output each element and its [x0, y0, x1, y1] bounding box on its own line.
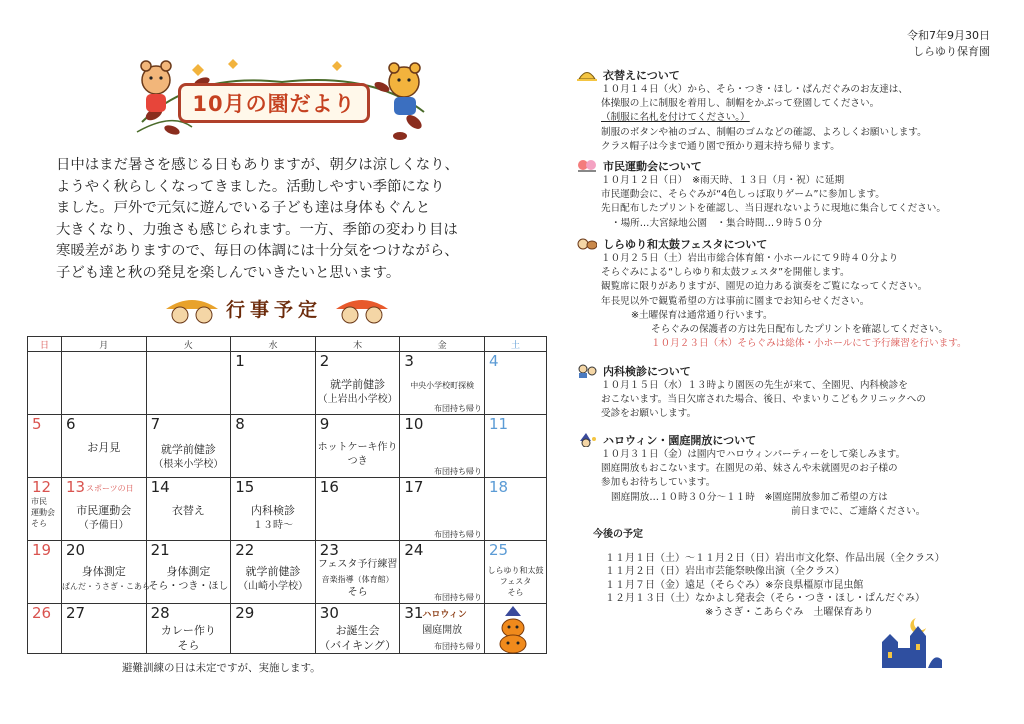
section-title: 市民運動会について — [603, 160, 702, 173]
event-text: 衣替え — [171, 504, 205, 517]
calendar-day — [62, 415, 147, 478]
event-text: お月見 — [87, 441, 121, 454]
weekday-thu: 木 — [315, 337, 400, 352]
calendar-day — [231, 478, 316, 541]
intro-line: 寒暖差がありますので、毎日の体調には十分気をつけながら、 — [56, 243, 459, 259]
calendar-day — [231, 415, 316, 478]
day-number: 30 — [319, 604, 339, 622]
day-number: 26 — [32, 604, 52, 622]
calendar-day — [485, 541, 547, 604]
section-title: しらゆり和太鼓フェスタについて — [603, 238, 768, 251]
calendar-footnote: 避難訓練の日は未定ですが、実施します。 — [122, 662, 321, 674]
calendar-day — [485, 415, 547, 478]
calendar-empty-cell — [62, 352, 147, 415]
section-line: クラス帽子は今まで通り園で預かり週末持ち帰ります。 — [601, 140, 840, 152]
witch-icon — [577, 433, 597, 447]
event-text: １３時～ — [252, 520, 293, 531]
event-text: そら — [507, 588, 524, 597]
calendar-day — [315, 415, 400, 478]
future-item: １１月２日（日）岩出市芸能祭映像出演（全クラス） — [605, 566, 845, 578]
section-title: ハロウィン・園庭開放について — [603, 434, 757, 447]
event-text: （根来小学校） — [153, 459, 224, 470]
section-line: 年長児以外で観覧希望の方は事前に園までお知らせください。 — [601, 295, 870, 307]
day-number: 10 — [404, 415, 424, 433]
section-line: 体操服の上に制服を着用し、制帽をかぶって登園してください。 — [601, 98, 880, 110]
weekday-header-row — [28, 337, 547, 352]
day-number: 8 — [235, 415, 245, 433]
section-line: そらぐみによる“しらゆり和太鼓フェスタ”を開催します。 — [601, 267, 850, 279]
section-line: 受診をお願いします。 — [601, 408, 697, 420]
calendar-day — [400, 478, 485, 541]
event-text: そら・つき・ほし — [148, 581, 229, 592]
weekday-tue: 火 — [146, 337, 231, 352]
future-schedule — [593, 528, 945, 620]
section-line: １０月１２日（日） ※雨天時、１３日（月・祝）に延期 — [601, 175, 845, 186]
event-text: 身体測定 — [166, 565, 211, 578]
issue-header — [907, 28, 990, 60]
calendar-week — [28, 415, 547, 478]
title-box — [178, 83, 370, 123]
day-number: 27 — [66, 604, 86, 622]
calendar-day — [400, 415, 485, 478]
event-text: そら — [177, 639, 200, 652]
section-line: １０月１４日（火）から、そら・つき・ほし・ぱんだぐみのお友達は、 — [601, 84, 908, 95]
calendar-day — [485, 352, 547, 415]
intro-line: ました。戸外で元気に遊んでいる子ども達は身体もぐんと — [56, 200, 431, 216]
event-text: 就学前健診 — [245, 565, 301, 578]
section-naika — [577, 363, 997, 422]
intro-line: 大きくなり、力強さも感じられます。一方、季節の変わり目は — [56, 221, 458, 238]
day-number: 22 — [235, 541, 255, 559]
section-line: おこないます。当日欠席された場合、後日、やまいりこどもクリニックへの — [601, 394, 926, 406]
event-text: つき — [347, 456, 368, 467]
day-number: 4 — [489, 352, 499, 370]
section-line: ・場所…大宮緑地公園 ・集合時間…９時５０分 — [611, 217, 823, 229]
future-item: １１月１日（土）～１１月２日（日）岩出市文化祭、作品出展（全クラス） — [605, 552, 945, 564]
calendar-day — [146, 415, 231, 478]
day-number: 16 — [319, 478, 339, 496]
halloween-tag: ハロウィン — [422, 610, 467, 620]
schedule-heading — [162, 289, 392, 329]
section-line: １０月３１日（金）は園内でハロウィンパーティーをして楽しみます。 — [601, 449, 906, 460]
calendar-day — [315, 352, 400, 415]
calendar-day — [400, 352, 485, 415]
day-number: 14 — [150, 478, 170, 496]
calendar-day — [146, 541, 231, 604]
weekday-wed: 水 — [231, 337, 316, 352]
day-number: 15 — [235, 478, 255, 496]
calendar-day — [146, 604, 231, 654]
newsletter-title: 10月の園だより — [192, 92, 356, 116]
event-text: しらゆり和太鼓 — [487, 566, 544, 575]
castle-moon-icon — [876, 612, 946, 668]
race-icon — [577, 159, 597, 173]
intro-line: 日中はまだ暑さを感じる日もありますが、朝夕は涼しくなり、 — [56, 157, 459, 173]
calendar-day — [231, 604, 316, 654]
event-text: 就学前健診 — [160, 443, 216, 456]
section-undoukai — [577, 158, 997, 231]
section-line: １０月２３日（木）そらぐみは総体・小ホールにて予行練習を行います。 — [651, 338, 967, 350]
event-text: 中央小学校町探検 — [410, 381, 475, 390]
event-text: 音楽指導（体育館） — [321, 575, 394, 584]
day-number: 19 — [32, 541, 52, 559]
weekday-sat: 土 — [485, 337, 547, 352]
day-number: 6 — [66, 415, 76, 433]
hard-hat-icon — [577, 68, 597, 82]
event-text: そら — [31, 519, 47, 528]
day-number: 7 — [150, 415, 161, 433]
day-number: 25 — [489, 541, 509, 559]
section-line: １０月１５日（水）１３時より園医の先生が来て、全園児、内科検診を — [601, 380, 908, 391]
calendar-day — [231, 541, 316, 604]
event-text: （山崎小学校） — [237, 581, 308, 592]
section-line: ※土曜保育は通常通り行います。 — [631, 309, 773, 321]
event-text: 布団持ち帰り — [434, 530, 482, 539]
section-koromogae — [577, 67, 997, 154]
weekday-mon: 月 — [62, 337, 147, 352]
school-name: しらゆり保育園 — [913, 45, 990, 58]
calendar-day — [485, 478, 547, 541]
day-number: 29 — [235, 604, 255, 622]
calendar-day — [28, 604, 62, 654]
event-text: （バイキング） — [319, 639, 397, 652]
calendar-day — [315, 541, 400, 604]
section-line: そらぐみの保護者の方は先日配布したプリントを確認してください。 — [651, 324, 949, 336]
calendar-week — [28, 604, 547, 654]
calendar-day — [315, 478, 400, 541]
calendar-day — [62, 604, 147, 654]
event-text: 布団持ち帰り — [434, 642, 482, 651]
october-calendar — [27, 336, 547, 654]
future-item: １２月１３日（土）なかよし発表会（そら・つき・ほし・ぱんだぐみ） — [605, 593, 925, 605]
day-number: 28 — [150, 604, 170, 622]
event-text: 園庭開放 — [422, 625, 463, 636]
section-line: 制服のボタンや袖のゴム、制帽のゴムなどの確認、よろしくお願いします。 — [601, 126, 927, 138]
day-number: 2 — [319, 352, 330, 370]
calendar-day — [28, 415, 62, 478]
future-title: 今後の予定 — [593, 529, 643, 540]
event-text: ぱんだ・うさぎ・こあら — [62, 582, 150, 591]
day-number: 1 — [235, 352, 245, 370]
calendar-day — [28, 478, 62, 541]
event-text: 運動会 — [31, 508, 55, 517]
section-taiko — [577, 236, 997, 351]
calendar-day — [485, 604, 547, 654]
section-line: 観覧席に限りがありますが、園児の迫力ある演奏をご覧になってください。 — [601, 281, 928, 293]
calendar-day — [400, 604, 485, 654]
event-text: 就学前健診 — [330, 378, 386, 391]
future-item: １１月７日（金）遠足（そらぐみ）※奈良県橿原市昆虫館 — [605, 579, 864, 591]
calendar-day — [62, 541, 150, 604]
event-text: 布団持ち帰り — [434, 404, 482, 413]
schedule-title: 行事予定 — [226, 299, 323, 321]
calendar-week — [28, 352, 547, 415]
day-number: 12 — [32, 478, 52, 496]
event-text: 布団持ち帰り — [434, 593, 482, 602]
event-text: 身体測定 — [81, 565, 126, 578]
day-number: 5 — [32, 415, 42, 433]
calendar-day — [231, 352, 316, 415]
calendar-day — [315, 604, 400, 654]
intro-line: ようやく秋らしくなってきました。活動しやすい季節になり — [56, 178, 445, 195]
section-title: 内科検診について — [603, 365, 691, 378]
day-number: 21 — [150, 541, 170, 559]
weekday-sun: 日 — [28, 337, 62, 352]
event-text: そら — [347, 587, 368, 598]
day-number: 24 — [404, 541, 424, 559]
day-number: 9 — [319, 415, 330, 433]
day-number: 11 — [489, 415, 509, 433]
calendar-empty-cell — [28, 352, 62, 415]
section-title: 衣替えについて — [603, 69, 680, 82]
calendar-day — [400, 541, 485, 604]
day-number: 17 — [404, 478, 424, 496]
event-text: （予備日） — [78, 520, 129, 531]
future-item: ※うさぎ・こあらぐみ 土曜保育あり — [705, 606, 874, 618]
day-number: 20 — [66, 541, 86, 559]
calendar-week — [28, 478, 547, 541]
event-text: お誕生会 — [335, 624, 380, 637]
section-line: 園庭開放もおこないます。在園児の弟、妹さんや未就園児のお子様の — [601, 463, 898, 475]
section-line: （制服に名札を付けてください。） — [601, 112, 750, 124]
drum-icon — [577, 237, 597, 251]
weekday-fri: 金 — [400, 337, 485, 352]
intro-line: 子ども達と秋の発見を楽しんでいきたいと思います。 — [56, 264, 401, 281]
event-text: 内科検診 — [250, 504, 295, 517]
pumpkin-icon — [493, 606, 533, 654]
section-line: １０月２５日（土）岩出市総合体育館・小ホールにて９時４０分より — [601, 253, 899, 264]
section-halloween — [577, 432, 997, 519]
event-text: 布団持ち帰り — [434, 467, 482, 476]
calendar-day — [146, 478, 231, 541]
calendar-day — [62, 478, 147, 541]
event-text: フェスタ — [499, 577, 532, 586]
calendar-day — [28, 541, 62, 604]
event-text: （上岩出小学校） — [317, 394, 398, 405]
calendar-empty-cell — [146, 352, 231, 415]
section-line: 参加もお待ちしています。 — [601, 477, 716, 489]
section-line: 前日までに、ご連絡ください。 — [791, 505, 926, 517]
day-number: 13 — [66, 478, 86, 496]
day-number: 23 — [319, 541, 339, 559]
day-number: 31 — [404, 604, 424, 622]
section-line: 市民運動会に、そらぐみが“4色しっぽ取りゲーム”に参加します。 — [601, 189, 885, 201]
day-number: 3 — [404, 352, 414, 370]
doctor-icon — [577, 364, 597, 378]
calendar-week — [28, 541, 547, 604]
section-line: 先日配布したプリントを確認し、当日遅れないように現地に集合してください。 — [601, 203, 946, 215]
issue-date: 令和7年9月30日 — [907, 29, 990, 42]
event-text: 市民 — [31, 497, 47, 506]
event-text: ホットケーキ作り — [317, 442, 398, 453]
event-text: フェスタ予行練習 — [317, 559, 398, 570]
event-text: 市民運動会 — [76, 504, 132, 517]
day-number: 18 — [489, 478, 509, 496]
event-text: カレー作り — [160, 624, 216, 637]
intro-paragraph — [56, 155, 476, 284]
holiday-tag: スポーツの日 — [86, 484, 134, 493]
section-line: 園庭開放…１０時３０分～１１時 ※園庭開放参加ご希望の方は — [611, 491, 888, 503]
